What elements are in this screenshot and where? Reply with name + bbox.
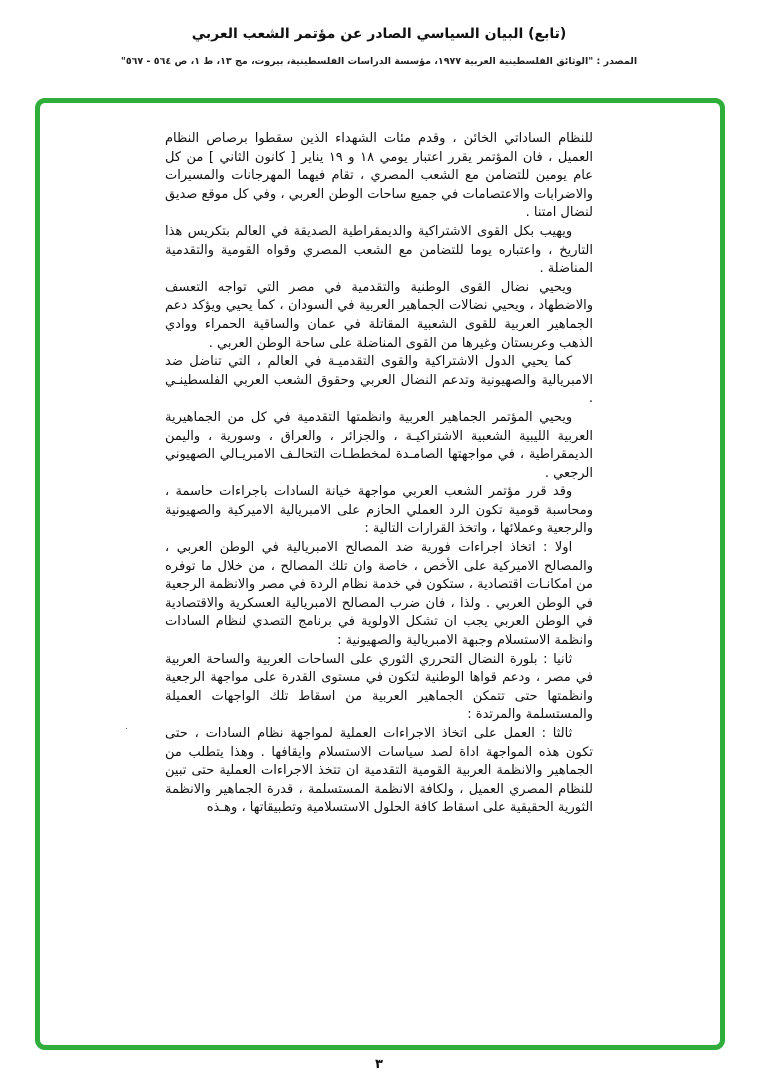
paragraph: للنظام الساداتي الخائن ، وقدم مئات الشهداء الذين سقطوا برصاص النظام العميل ، فان المؤتمر يقرر اعتبار يومي ١٨ و ١٩ يناير [ كانون الثاني ] من كل عام يومين للتضامن مع الشعب المصري ، تقام فيهما المهرجانات والمسيرات والاضرابات والاعتصامات في جميع ساحات الوطن العربي ، وفي كل موقع صديق لنضال امتنا .	[165, 131, 593, 221]
paragraph: ويحيي المؤتمر الجماهير العربية وانظمتها التقدمية في كل من الجماهيرية العربية الليبية الشعبية الاشتراكيـة ، والجزائر ، والعراق ، وسورية ، واليمن الديمقراطية ، في مواجهتها الصامـدة لمخططـات التحالـف الامبريـالي الصهيوني الرجعي .	[165, 409, 593, 481]
paragraph: ثانيا : بلورة النضال التحرري الثوري على الساحات العربية والساحة العربية في مصر ، ودعم قواها الوطنية لتكون في مستوى القدرة على مواجهة الرجعية وانظمتها حتى تتمكن الجماهير العربية من اسقاط تلك الواجهات العميلة والمستسلمة والمرتدة :	[165, 651, 593, 723]
paragraph: وقد قرر مؤتمر الشعب العربي مواجهة خيانة السادات باجراءات حاسمة ، ومحاسبة قومية تكون الرد العملي الحازم على الامبريالية الاميركية والصهيونية والرجعية وعملائها ، واتخذ القرارات التالية :	[165, 484, 593, 537]
page-number: ٣	[375, 1057, 383, 1072]
scan-artifact-dot: ٠	[124, 724, 129, 734]
paragraph: ويحيي نضال القوى الوطنية والتقدمية في مصر التي تواجه التعسف والاضطهاد ، ويحيي نضالات الجماهير العربية في السودان ، كما يحيي ويؤكد دعم الجماهير العربية للقوى الشعبية المقاتلة في عمان والساقية الحمراء ووادي الذهب وعربستان وغيرها من القوى المناضلة على ساحة الوطن العربي .	[165, 279, 593, 351]
paragraph: كما يحيي الدول الاشتراكية والقوى التقدميـة في العالم ، التي تناضل ضد الامبريالية والصهيونية وتدعم النضال العربي وحقوق الشعب العربي الفلسطينـي .	[165, 354, 593, 407]
document-text	[165, 130, 593, 818]
paragraph: ويهيب بكل القوى الاشتراكية والديمقراطية الصديقة في العالم بتكريس هذا التاريخ ، واعتباره يوما للتضامن مع الشعب المصري وقواه القومية والتقدمية المناضلة .	[165, 223, 593, 277]
paragraph: اولا : اتخاذ اجراءات فورية ضد المصالح الامبريالية في الوطن العربي ، والمصالح الاميركية على الأخص ، خاصة وان تلك المصالح ، من خلال ما توفره من امكانـات اقتصادية ، ستكون في خدمة نظام الردة في مصر والانظمة الرجعية في الوطن العربي . ولذا ، فان ضرب المصالح الامبريالية العسكرية والاقتصادية في الوطن العربي يجب ان تشكل الاولوية في برنامج التصدي لنظام السادات وانظمة الاستسلام وجبهة الامبريالية والصهيونية :	[165, 540, 593, 649]
source-line: المصدر : "الوثائق الفلسطينية العربية ١٩٧٧، مؤسسة الدراسات الفلسطينية، بيروت، مج ١٣، ط ١، ص ٥٦٤ - ٥٦٧"	[120, 56, 638, 67]
page-title: (تابع) البيان السياسي الصادر عن مؤتمر الشعب العربي	[191, 26, 567, 42]
paragraph: ثالثا : العمل على اتخاذ الاجراءات العملية لمواجهة نظام السادات ، حتى تكون هذه المواجهة اداة لصد سياسات الاستسلام وايقافها . وهذا يتطلب من الجماهير والانظمة العربية القومية التقدمية ان تتخذ الاجراءات العملية حتى تبين للنظام المصري العميل ، ولكافة الانظمة المستسلمة ، قدرة الجماهير والانظمة الثورية الحقيقية على اسقاط كافة الحلول الاستسلامية وتطبيقاتها ، وهـذه	[165, 726, 593, 816]
